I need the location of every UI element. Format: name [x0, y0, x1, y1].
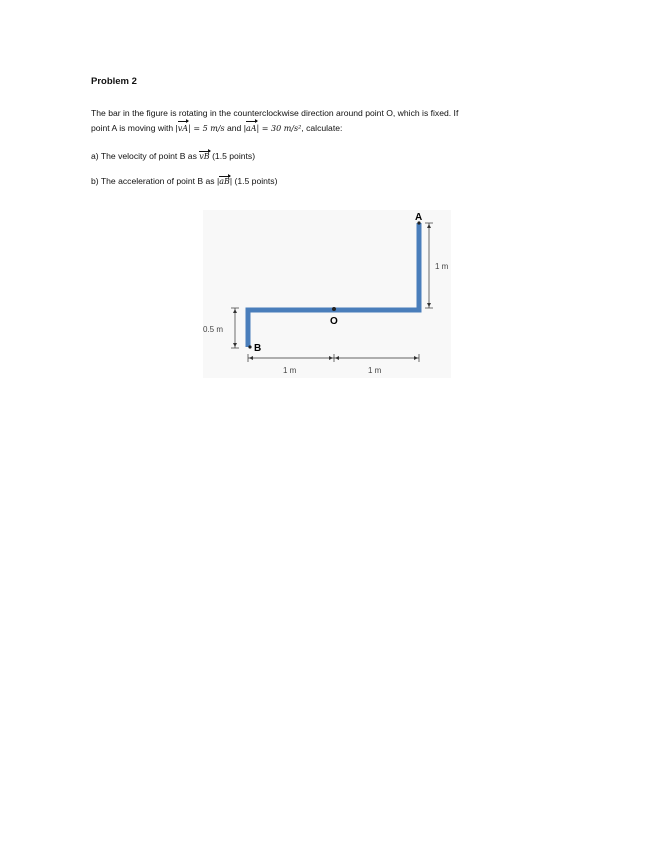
point-o-dot — [332, 307, 336, 311]
velocity-a-value: | = 5 m/s — [188, 123, 225, 133]
acceleration-b-symbol: aB — [219, 177, 230, 186]
question-b-suffix: | (1.5 points) — [229, 176, 278, 186]
arrow-down-icon — [427, 303, 431, 307]
bar-diagram — [203, 210, 451, 378]
acceleration-a-symbol: aA — [246, 122, 257, 137]
label-o: O — [330, 316, 338, 327]
question-a-suffix: (1.5 points) — [209, 151, 256, 161]
arrow-down-icon — [233, 343, 237, 347]
arrow-right-icon — [329, 356, 333, 360]
dim-label-vertical-b: 0.5 m — [203, 325, 224, 334]
arrow-up-icon — [427, 224, 431, 228]
label-b: B — [254, 343, 262, 354]
label-a: A — [415, 212, 423, 223]
question-a-prefix: a) The velocity of point B as — [91, 151, 200, 161]
rotating-bar — [248, 223, 419, 347]
and-text: and | — [224, 122, 246, 133]
problem-statement — [91, 106, 581, 136]
velocity-a-symbol: vA — [178, 122, 188, 137]
velocity-b-symbol: vB — [199, 152, 210, 161]
intro-line-1: The bar in the figure is rotating in the counterclockwise direction around point O, which is fixed. If — [91, 108, 459, 118]
intro-line-2-prefix: point A is moving with | — [91, 122, 178, 133]
dim-label-vertical-a: 1 m — [435, 262, 449, 271]
intro-line-2-suffix: , calculate: — [301, 122, 343, 133]
dim-label-horizontal-right: 1 m — [368, 366, 382, 375]
bar-figure — [203, 210, 451, 378]
question-b — [91, 176, 277, 186]
question-b-prefix: b) The acceleration of point B as | — [91, 176, 220, 186]
arrow-up-icon — [233, 309, 237, 313]
arrow-left-icon — [249, 356, 253, 360]
point-b-dot — [248, 345, 251, 348]
acceleration-a-value: | = 30 m/s² — [256, 123, 302, 133]
problem-title: Problem 2 — [91, 76, 137, 87]
question-a — [91, 151, 255, 161]
arrow-left-icon — [335, 356, 339, 360]
dim-label-horizontal-left: 1 m — [283, 366, 297, 375]
arrow-right-icon — [414, 356, 418, 360]
